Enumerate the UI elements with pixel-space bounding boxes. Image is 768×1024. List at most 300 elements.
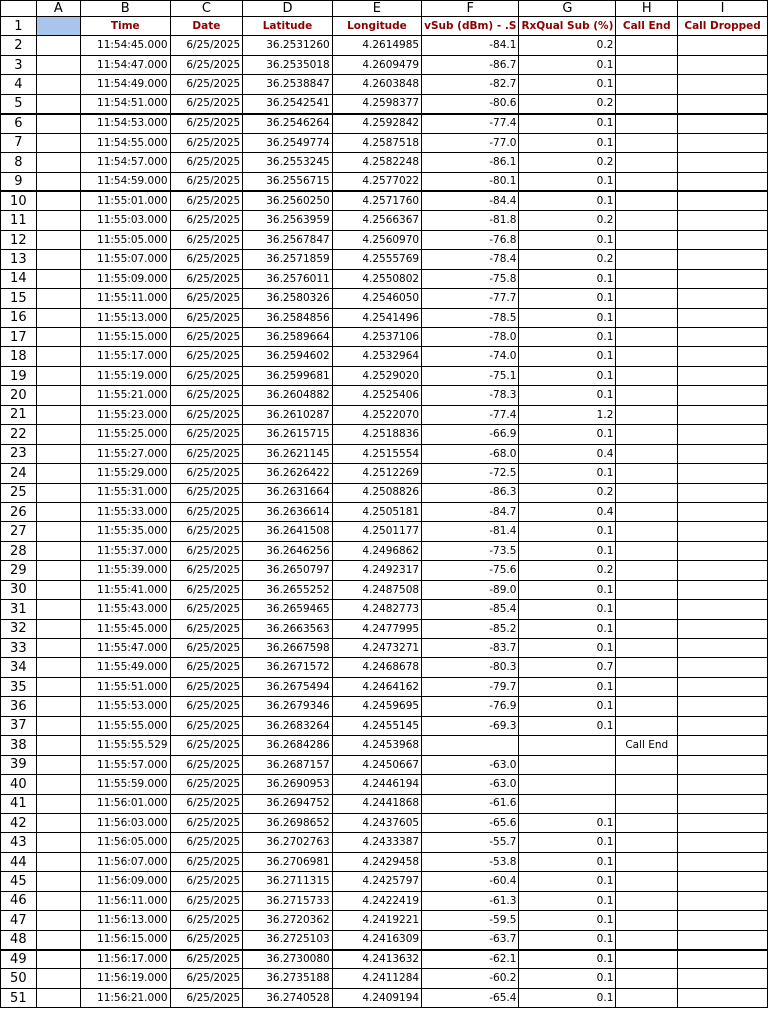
call-dropped-cell[interactable]	[678, 230, 768, 249]
column-header-h[interactable]: H	[616, 1, 678, 17]
empty-cell[interactable]	[36, 930, 80, 949]
latitude-cell[interactable]: 36.2556715	[243, 172, 332, 191]
date-cell[interactable]: 6/25/2025	[170, 891, 243, 910]
rxlev-cell[interactable]: -63.0	[422, 755, 519, 774]
rxqual-cell[interactable]: 0.1	[519, 697, 616, 716]
longitude-cell[interactable]: 4.2477995	[332, 619, 421, 638]
date-cell[interactable]: 6/25/2025	[170, 502, 243, 521]
date-cell[interactable]: 6/25/2025	[170, 794, 243, 813]
rxqual-cell[interactable]: 0.1	[519, 911, 616, 930]
date-cell[interactable]: 6/25/2025	[170, 697, 243, 716]
longitude-cell[interactable]: 4.2512269	[332, 464, 421, 483]
longitude-cell[interactable]: 4.2413632	[332, 950, 421, 969]
call-end-cell[interactable]	[616, 522, 678, 541]
rxlev-cell[interactable]: -68.0	[422, 444, 519, 463]
header-cell-rxlev-sub[interactable]: vSub (dBm) - .S	[422, 17, 519, 36]
header-cell-call-end[interactable]: Call End	[616, 17, 678, 36]
call-dropped-cell[interactable]	[678, 191, 768, 210]
row-number[interactable]: 44	[1, 852, 37, 871]
call-end-cell[interactable]	[616, 639, 678, 658]
call-end-cell[interactable]	[616, 483, 678, 502]
date-cell[interactable]: 6/25/2025	[170, 211, 243, 230]
empty-cell[interactable]	[36, 988, 80, 1007]
rxqual-cell[interactable]	[519, 794, 616, 813]
select-all-corner[interactable]	[1, 1, 37, 17]
row-number[interactable]: 43	[1, 833, 37, 852]
latitude-cell[interactable]: 36.2715733	[243, 891, 332, 910]
rxlev-cell[interactable]: -83.7	[422, 639, 519, 658]
call-dropped-cell[interactable]	[678, 969, 768, 988]
rxqual-cell[interactable]: 0.1	[519, 639, 616, 658]
call-end-cell[interactable]: Call End	[616, 736, 678, 755]
call-end-cell[interactable]	[616, 191, 678, 210]
row-number[interactable]: 16	[1, 308, 37, 327]
call-end-cell[interactable]	[616, 580, 678, 599]
row-number[interactable]: 4	[1, 75, 37, 94]
date-cell[interactable]: 6/25/2025	[170, 289, 243, 308]
row-number[interactable]: 23	[1, 444, 37, 463]
latitude-cell[interactable]: 36.2675494	[243, 677, 332, 696]
row-number[interactable]: 32	[1, 619, 37, 638]
time-cell[interactable]: 11:56:13.000	[80, 911, 170, 930]
date-cell[interactable]: 6/25/2025	[170, 386, 243, 405]
date-cell[interactable]: 6/25/2025	[170, 658, 243, 677]
longitude-cell[interactable]: 4.2419221	[332, 911, 421, 930]
latitude-cell[interactable]: 36.2571859	[243, 250, 332, 269]
rxqual-cell[interactable]: 0.1	[519, 716, 616, 735]
longitude-cell[interactable]: 4.2529020	[332, 366, 421, 385]
empty-cell[interactable]	[36, 580, 80, 599]
row-number[interactable]: 24	[1, 464, 37, 483]
call-end-cell[interactable]	[616, 775, 678, 794]
time-cell[interactable]: 11:55:53.000	[80, 697, 170, 716]
call-end-cell[interactable]	[616, 75, 678, 94]
latitude-cell[interactable]: 36.2655252	[243, 580, 332, 599]
time-cell[interactable]: 11:54:47.000	[80, 55, 170, 74]
latitude-cell[interactable]: 36.2589664	[243, 328, 332, 347]
row-number[interactable]: 41	[1, 794, 37, 813]
call-end-cell[interactable]	[616, 425, 678, 444]
empty-cell[interactable]	[36, 114, 80, 133]
row-number[interactable]: 26	[1, 502, 37, 521]
empty-cell[interactable]	[36, 697, 80, 716]
call-end-cell[interactable]	[616, 133, 678, 152]
longitude-cell[interactable]: 4.2603848	[332, 75, 421, 94]
call-dropped-cell[interactable]	[678, 988, 768, 1007]
time-cell[interactable]: 11:55:59.000	[80, 775, 170, 794]
time-cell[interactable]: 11:54:57.000	[80, 153, 170, 172]
date-cell[interactable]: 6/25/2025	[170, 308, 243, 327]
column-header-i[interactable]: I	[678, 1, 768, 17]
rxqual-cell[interactable]	[519, 736, 616, 755]
rxqual-cell[interactable]: 0.1	[519, 872, 616, 891]
date-cell[interactable]: 6/25/2025	[170, 716, 243, 735]
latitude-cell[interactable]: 36.2631664	[243, 483, 332, 502]
date-cell[interactable]: 6/25/2025	[170, 930, 243, 949]
rxqual-cell[interactable]: 0.1	[519, 852, 616, 871]
call-end-cell[interactable]	[616, 250, 678, 269]
empty-cell[interactable]	[36, 755, 80, 774]
row-number[interactable]: 20	[1, 386, 37, 405]
empty-cell[interactable]	[36, 541, 80, 560]
rxqual-cell[interactable]: 0.1	[519, 813, 616, 832]
row-number[interactable]: 51	[1, 988, 37, 1007]
call-dropped-cell[interactable]	[678, 366, 768, 385]
call-dropped-cell[interactable]	[678, 813, 768, 832]
longitude-cell[interactable]: 4.2501177	[332, 522, 421, 541]
call-end-cell[interactable]	[616, 988, 678, 1007]
call-end-cell[interactable]	[616, 911, 678, 930]
call-dropped-cell[interactable]	[678, 697, 768, 716]
row-number[interactable]: 37	[1, 716, 37, 735]
call-dropped-cell[interactable]	[678, 347, 768, 366]
rxqual-cell[interactable]: 0.1	[519, 522, 616, 541]
empty-cell[interactable]	[36, 211, 80, 230]
date-cell[interactable]: 6/25/2025	[170, 988, 243, 1007]
call-end-cell[interactable]	[616, 94, 678, 113]
call-dropped-cell[interactable]	[678, 794, 768, 813]
rxlev-cell[interactable]: -77.4	[422, 114, 519, 133]
call-dropped-cell[interactable]	[678, 289, 768, 308]
call-dropped-cell[interactable]	[678, 658, 768, 677]
call-dropped-cell[interactable]	[678, 716, 768, 735]
call-end-cell[interactable]	[616, 153, 678, 172]
empty-cell[interactable]	[36, 522, 80, 541]
date-cell[interactable]: 6/25/2025	[170, 55, 243, 74]
row-number[interactable]: 34	[1, 658, 37, 677]
date-cell[interactable]: 6/25/2025	[170, 950, 243, 969]
latitude-cell[interactable]: 36.2580326	[243, 289, 332, 308]
call-dropped-cell[interactable]	[678, 36, 768, 55]
rxlev-cell[interactable]: -73.5	[422, 541, 519, 560]
row-number[interactable]: 3	[1, 55, 37, 74]
header-cell-longitude[interactable]: Longitude	[332, 17, 421, 36]
date-cell[interactable]: 6/25/2025	[170, 36, 243, 55]
time-cell[interactable]: 11:54:55.000	[80, 133, 170, 152]
empty-cell[interactable]	[36, 36, 80, 55]
rxqual-cell[interactable]: 0.1	[519, 172, 616, 191]
call-dropped-cell[interactable]	[678, 172, 768, 191]
latitude-cell[interactable]: 36.2683264	[243, 716, 332, 735]
longitude-cell[interactable]: 4.2422419	[332, 891, 421, 910]
longitude-cell[interactable]: 4.2450667	[332, 755, 421, 774]
call-dropped-cell[interactable]	[678, 94, 768, 113]
longitude-cell[interactable]: 4.2587518	[332, 133, 421, 152]
time-cell[interactable]: 11:54:53.000	[80, 114, 170, 133]
time-cell[interactable]: 11:56:09.000	[80, 872, 170, 891]
date-cell[interactable]: 6/25/2025	[170, 580, 243, 599]
time-cell[interactable]: 11:55:19.000	[80, 366, 170, 385]
call-dropped-cell[interactable]	[678, 600, 768, 619]
longitude-cell[interactable]: 4.2468678	[332, 658, 421, 677]
empty-cell[interactable]	[36, 639, 80, 658]
time-cell[interactable]: 11:55:07.000	[80, 250, 170, 269]
rxlev-cell[interactable]: -76.8	[422, 230, 519, 249]
latitude-cell[interactable]: 36.2690953	[243, 775, 332, 794]
call-end-cell[interactable]	[616, 502, 678, 521]
rxqual-cell[interactable]: 0.2	[519, 250, 616, 269]
call-end-cell[interactable]	[616, 813, 678, 832]
empty-cell[interactable]	[36, 75, 80, 94]
call-end-cell[interactable]	[616, 716, 678, 735]
call-end-cell[interactable]	[616, 269, 678, 288]
latitude-cell[interactable]: 36.2535018	[243, 55, 332, 74]
longitude-cell[interactable]: 4.2522070	[332, 405, 421, 424]
empty-cell[interactable]	[36, 716, 80, 735]
row-number[interactable]: 14	[1, 269, 37, 288]
call-dropped-cell[interactable]	[678, 911, 768, 930]
call-end-cell[interactable]	[616, 172, 678, 191]
rxlev-cell[interactable]: -77.7	[422, 289, 519, 308]
longitude-cell[interactable]: 4.2525406	[332, 386, 421, 405]
time-cell[interactable]: 11:55:13.000	[80, 308, 170, 327]
call-end-cell[interactable]	[616, 114, 678, 133]
rxlev-cell[interactable]: -65.6	[422, 813, 519, 832]
empty-cell[interactable]	[36, 794, 80, 813]
empty-cell[interactable]	[36, 328, 80, 347]
row-number[interactable]: 28	[1, 541, 37, 560]
time-cell[interactable]: 11:55:03.000	[80, 211, 170, 230]
time-cell[interactable]: 11:55:49.000	[80, 658, 170, 677]
latitude-cell[interactable]: 36.2604882	[243, 386, 332, 405]
rxqual-cell[interactable]: 0.1	[519, 55, 616, 74]
latitude-cell[interactable]: 36.2663563	[243, 619, 332, 638]
rxlev-cell[interactable]: -66.9	[422, 425, 519, 444]
row-number[interactable]: 22	[1, 425, 37, 444]
latitude-cell[interactable]: 36.2687157	[243, 755, 332, 774]
empty-cell[interactable]	[36, 852, 80, 871]
rxlev-cell[interactable]: -63.0	[422, 775, 519, 794]
empty-cell[interactable]	[36, 133, 80, 152]
time-cell[interactable]: 11:56:11.000	[80, 891, 170, 910]
longitude-cell[interactable]: 4.2577022	[332, 172, 421, 191]
rxqual-cell[interactable]: 0.2	[519, 36, 616, 55]
rxqual-cell[interactable]: 0.1	[519, 366, 616, 385]
date-cell[interactable]: 6/25/2025	[170, 619, 243, 638]
time-cell[interactable]: 11:56:01.000	[80, 794, 170, 813]
empty-cell[interactable]	[36, 561, 80, 580]
rxlev-cell[interactable]: -62.1	[422, 950, 519, 969]
call-end-cell[interactable]	[616, 755, 678, 774]
header-cell-call-dropped[interactable]: Call Dropped	[678, 17, 768, 36]
rxqual-cell[interactable]: 0.1	[519, 308, 616, 327]
longitude-cell[interactable]: 4.2437605	[332, 813, 421, 832]
date-cell[interactable]: 6/25/2025	[170, 736, 243, 755]
longitude-cell[interactable]: 4.2592842	[332, 114, 421, 133]
latitude-cell[interactable]: 36.2599681	[243, 366, 332, 385]
time-cell[interactable]: 11:55:55.000	[80, 716, 170, 735]
row-number[interactable]: 31	[1, 600, 37, 619]
rxqual-cell[interactable]: 0.1	[519, 891, 616, 910]
rxqual-cell[interactable]: 0.1	[519, 541, 616, 560]
time-cell[interactable]: 11:55:27.000	[80, 444, 170, 463]
rxlev-cell[interactable]: -85.4	[422, 600, 519, 619]
date-cell[interactable]: 6/25/2025	[170, 230, 243, 249]
latitude-cell[interactable]: 36.2538847	[243, 75, 332, 94]
call-end-cell[interactable]	[616, 969, 678, 988]
rxlev-cell[interactable]: -81.4	[422, 522, 519, 541]
call-dropped-cell[interactable]	[678, 930, 768, 949]
call-dropped-cell[interactable]	[678, 872, 768, 891]
empty-cell[interactable]	[36, 172, 80, 191]
call-end-cell[interactable]	[616, 677, 678, 696]
call-end-cell[interactable]	[616, 658, 678, 677]
call-end-cell[interactable]	[616, 833, 678, 852]
empty-cell[interactable]	[36, 658, 80, 677]
rxqual-cell[interactable]: 0.1	[519, 269, 616, 288]
row-number[interactable]: 42	[1, 813, 37, 832]
empty-cell[interactable]	[36, 191, 80, 210]
call-dropped-cell[interactable]	[678, 250, 768, 269]
row-number[interactable]: 10	[1, 191, 37, 210]
row-number[interactable]: 48	[1, 930, 37, 949]
latitude-cell[interactable]: 36.2725103	[243, 930, 332, 949]
call-end-cell[interactable]	[616, 211, 678, 230]
longitude-cell[interactable]: 4.2582248	[332, 153, 421, 172]
call-dropped-cell[interactable]	[678, 755, 768, 774]
rxlev-cell[interactable]: -69.3	[422, 716, 519, 735]
row-number[interactable]: 45	[1, 872, 37, 891]
cell-a1-selected[interactable]	[36, 17, 80, 36]
row-number[interactable]: 36	[1, 697, 37, 716]
rxlev-cell[interactable]: -84.1	[422, 36, 519, 55]
rxlev-cell[interactable]: -75.1	[422, 366, 519, 385]
call-dropped-cell[interactable]	[678, 114, 768, 133]
rxqual-cell[interactable]: 0.1	[519, 191, 616, 210]
longitude-cell[interactable]: 4.2518836	[332, 425, 421, 444]
rxqual-cell[interactable]: 0.1	[519, 230, 616, 249]
call-dropped-cell[interactable]	[678, 522, 768, 541]
latitude-cell[interactable]: 36.2626422	[243, 464, 332, 483]
rxqual-cell[interactable]: 1.2	[519, 405, 616, 424]
time-cell[interactable]: 11:56:21.000	[80, 988, 170, 1007]
rxqual-cell[interactable]: 0.1	[519, 464, 616, 483]
date-cell[interactable]: 6/25/2025	[170, 911, 243, 930]
time-cell[interactable]: 11:55:11.000	[80, 289, 170, 308]
rxqual-cell[interactable]: 0.1	[519, 386, 616, 405]
latitude-cell[interactable]: 36.2563959	[243, 211, 332, 230]
empty-cell[interactable]	[36, 950, 80, 969]
longitude-cell[interactable]: 4.2546050	[332, 289, 421, 308]
call-dropped-cell[interactable]	[678, 328, 768, 347]
latitude-cell[interactable]: 36.2542541	[243, 94, 332, 113]
longitude-cell[interactable]: 4.2537106	[332, 328, 421, 347]
empty-cell[interactable]	[36, 55, 80, 74]
rxqual-cell[interactable]: 0.4	[519, 444, 616, 463]
date-cell[interactable]: 6/25/2025	[170, 600, 243, 619]
time-cell[interactable]: 11:55:39.000	[80, 561, 170, 580]
call-dropped-cell[interactable]	[678, 736, 768, 755]
rxqual-cell[interactable]: 0.1	[519, 289, 616, 308]
empty-cell[interactable]	[36, 891, 80, 910]
empty-cell[interactable]	[36, 872, 80, 891]
column-header-a[interactable]: A	[36, 1, 80, 17]
rxlev-cell[interactable]: -82.7	[422, 75, 519, 94]
time-cell[interactable]: 11:55:31.000	[80, 483, 170, 502]
longitude-cell[interactable]: 4.2566367	[332, 211, 421, 230]
time-cell[interactable]: 11:55:15.000	[80, 328, 170, 347]
rxqual-cell[interactable]: 0.1	[519, 114, 616, 133]
time-cell[interactable]: 11:55:09.000	[80, 269, 170, 288]
date-cell[interactable]: 6/25/2025	[170, 94, 243, 113]
rxlev-cell[interactable]: -72.5	[422, 464, 519, 483]
time-cell[interactable]: 11:54:45.000	[80, 36, 170, 55]
date-cell[interactable]: 6/25/2025	[170, 269, 243, 288]
rxlev-cell[interactable]: -86.3	[422, 483, 519, 502]
latitude-cell[interactable]: 36.2610287	[243, 405, 332, 424]
rxqual-cell[interactable]: 0.2	[519, 94, 616, 113]
row-number[interactable]: 25	[1, 483, 37, 502]
empty-cell[interactable]	[36, 911, 80, 930]
date-cell[interactable]: 6/25/2025	[170, 483, 243, 502]
time-cell[interactable]: 11:55:45.000	[80, 619, 170, 638]
call-end-cell[interactable]	[616, 541, 678, 560]
rxqual-cell[interactable]: 0.1	[519, 619, 616, 638]
time-cell[interactable]: 11:55:41.000	[80, 580, 170, 599]
rxqual-cell[interactable]: 0.1	[519, 833, 616, 852]
latitude-cell[interactable]: 36.2636614	[243, 502, 332, 521]
latitude-cell[interactable]: 36.2671572	[243, 658, 332, 677]
call-dropped-cell[interactable]	[678, 211, 768, 230]
call-dropped-cell[interactable]	[678, 502, 768, 521]
date-cell[interactable]: 6/25/2025	[170, 677, 243, 696]
rxlev-cell[interactable]: -76.9	[422, 697, 519, 716]
rxqual-cell[interactable]: 0.1	[519, 950, 616, 969]
latitude-cell[interactable]: 36.2650797	[243, 561, 332, 580]
rxqual-cell[interactable]: 0.1	[519, 677, 616, 696]
latitude-cell[interactable]: 36.2684286	[243, 736, 332, 755]
longitude-cell[interactable]: 4.2453968	[332, 736, 421, 755]
time-cell[interactable]: 11:55:37.000	[80, 541, 170, 560]
rxqual-cell[interactable]: 0.1	[519, 969, 616, 988]
column-header-d[interactable]: D	[243, 1, 332, 17]
empty-cell[interactable]	[36, 269, 80, 288]
longitude-cell[interactable]: 4.2473271	[332, 639, 421, 658]
empty-cell[interactable]	[36, 425, 80, 444]
latitude-cell[interactable]: 36.2584856	[243, 308, 332, 327]
call-dropped-cell[interactable]	[678, 833, 768, 852]
empty-cell[interactable]	[36, 153, 80, 172]
rxlev-cell[interactable]: -78.4	[422, 250, 519, 269]
latitude-cell[interactable]: 36.2594602	[243, 347, 332, 366]
call-dropped-cell[interactable]	[678, 775, 768, 794]
date-cell[interactable]: 6/25/2025	[170, 328, 243, 347]
row-number[interactable]: 35	[1, 677, 37, 696]
call-end-cell[interactable]	[616, 328, 678, 347]
header-cell-date[interactable]: Date	[170, 17, 243, 36]
date-cell[interactable]: 6/25/2025	[170, 775, 243, 794]
rxlev-cell[interactable]: -84.7	[422, 502, 519, 521]
rxqual-cell[interactable]: 0.1	[519, 133, 616, 152]
time-cell[interactable]: 11:56:05.000	[80, 833, 170, 852]
empty-cell[interactable]	[36, 969, 80, 988]
call-dropped-cell[interactable]	[678, 483, 768, 502]
rxlev-cell[interactable]: -77.0	[422, 133, 519, 152]
rxlev-cell[interactable]: -80.1	[422, 172, 519, 191]
row-number[interactable]: 50	[1, 969, 37, 988]
longitude-cell[interactable]: 4.2571760	[332, 191, 421, 210]
rxqual-cell[interactable]: 0.2	[519, 211, 616, 230]
longitude-cell[interactable]: 4.2441868	[332, 794, 421, 813]
rxlev-cell[interactable]: -78.0	[422, 328, 519, 347]
date-cell[interactable]: 6/25/2025	[170, 852, 243, 871]
row-number[interactable]: 5	[1, 94, 37, 113]
empty-cell[interactable]	[36, 483, 80, 502]
time-cell[interactable]: 11:55:57.000	[80, 755, 170, 774]
call-end-cell[interactable]	[616, 230, 678, 249]
latitude-cell[interactable]: 36.2702763	[243, 833, 332, 852]
date-cell[interactable]: 6/25/2025	[170, 172, 243, 191]
